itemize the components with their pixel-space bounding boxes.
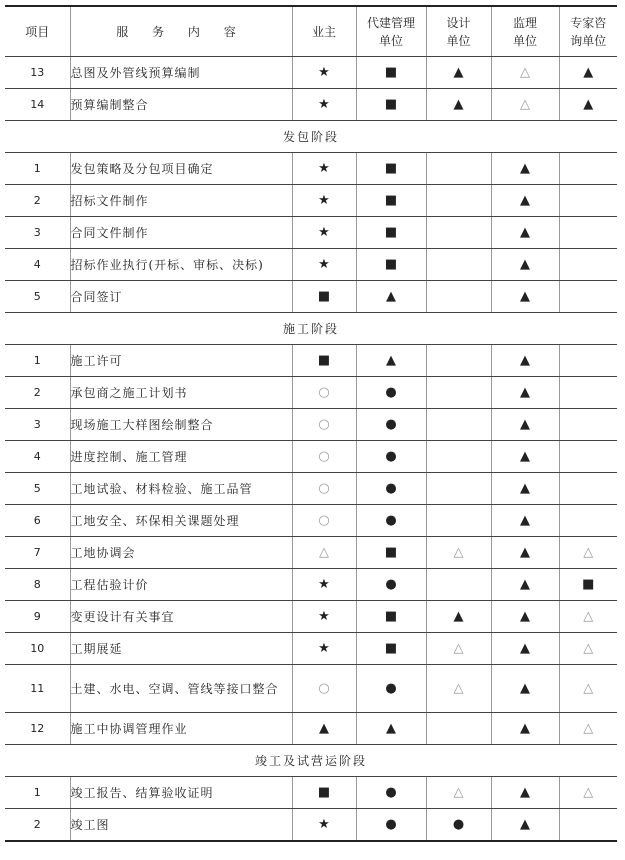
- design-responsibility: ▲: [426, 601, 491, 633]
- item-number: 5: [5, 473, 70, 505]
- table-row: [5, 633, 617, 665]
- service-content: 工程估验计价: [70, 569, 292, 601]
- agent-responsibility: ▲: [356, 281, 426, 313]
- expert-responsibility: △: [559, 537, 617, 569]
- item-number: 11: [5, 665, 70, 713]
- supervisor-responsibility: ▲: [491, 713, 559, 745]
- agent-responsibility: ■: [356, 57, 426, 89]
- table-row: [5, 601, 617, 633]
- design-responsibility: [426, 345, 491, 377]
- table-row: [5, 249, 617, 281]
- header-design: [426, 6, 491, 57]
- design-responsibility: [426, 569, 491, 601]
- header-expert-line2: 询单位: [570, 33, 607, 48]
- expert-responsibility: [559, 441, 617, 473]
- supervisor-responsibility: ▲: [491, 281, 559, 313]
- agent-responsibility: ■: [356, 89, 426, 121]
- owner-responsibility: ▲: [292, 713, 356, 745]
- supervisor-responsibility: ▲: [491, 777, 559, 809]
- item-number: 3: [5, 409, 70, 441]
- item-number: 5: [5, 281, 70, 313]
- design-responsibility: [426, 713, 491, 745]
- owner-responsibility: ★: [292, 601, 356, 633]
- supervisor-responsibility: ▲: [491, 153, 559, 185]
- service-content: 施工许可: [70, 345, 292, 377]
- agent-responsibility: ●: [356, 809, 426, 842]
- table-row: [5, 409, 617, 441]
- header-supervisor: [491, 6, 559, 57]
- agent-responsibility: ●: [356, 505, 426, 537]
- item-number: 2: [5, 377, 70, 409]
- service-content: 工期展延: [70, 633, 292, 665]
- header-design-line1: 设计: [446, 15, 471, 30]
- item-number: 1: [5, 777, 70, 809]
- item-number: 4: [5, 441, 70, 473]
- service-content: 合同签订: [70, 281, 292, 313]
- owner-responsibility: ★: [292, 57, 356, 89]
- header-design-line2: 单位: [446, 33, 471, 48]
- table-row: [5, 89, 617, 121]
- owner-responsibility: ★: [292, 89, 356, 121]
- agent-responsibility: ●: [356, 473, 426, 505]
- expert-responsibility: △: [559, 777, 617, 809]
- agent-responsibility: ■: [356, 153, 426, 185]
- table-row: [5, 377, 617, 409]
- expert-responsibility: △: [559, 665, 617, 713]
- item-number: 14: [5, 89, 70, 121]
- item-number: 9: [5, 601, 70, 633]
- design-responsibility: △: [426, 665, 491, 713]
- item-number: 1: [5, 345, 70, 377]
- service-content: 发包策略及分包项目确定: [70, 153, 292, 185]
- header-agent-line2: 单位: [378, 33, 403, 48]
- expert-responsibility: [559, 377, 617, 409]
- owner-responsibility: ○: [292, 377, 356, 409]
- item-number: 7: [5, 537, 70, 569]
- table-row: [5, 57, 617, 89]
- service-content: 招标作业执行(开标、审标、决标): [70, 249, 292, 281]
- agent-responsibility: ■: [356, 633, 426, 665]
- service-content: 土建、水电、空调、管线等接口整合: [70, 665, 292, 713]
- table-body: [5, 57, 617, 842]
- design-responsibility: [426, 409, 491, 441]
- expert-responsibility: [559, 185, 617, 217]
- expert-responsibility: ▲: [559, 89, 617, 121]
- expert-responsibility: [559, 281, 617, 313]
- header-agent-line1: 代建管理: [366, 15, 415, 30]
- supervisor-responsibility: ▲: [491, 441, 559, 473]
- supervisor-responsibility: ▲: [491, 809, 559, 842]
- service-content: 工地协调会: [70, 537, 292, 569]
- item-number: 6: [5, 505, 70, 537]
- item-number: 13: [5, 57, 70, 89]
- owner-responsibility: ★: [292, 249, 356, 281]
- table-row: [5, 537, 617, 569]
- table-row: [5, 217, 617, 249]
- supervisor-responsibility: ▲: [491, 409, 559, 441]
- owner-responsibility: △: [292, 537, 356, 569]
- design-responsibility: [426, 281, 491, 313]
- design-responsibility: ▲: [426, 89, 491, 121]
- agent-responsibility: ▲: [356, 345, 426, 377]
- item-number: 1: [5, 153, 70, 185]
- item-number: 12: [5, 713, 70, 745]
- expert-responsibility: △: [559, 633, 617, 665]
- responsibility-table: [5, 5, 617, 842]
- owner-responsibility: ■: [292, 345, 356, 377]
- item-number: 8: [5, 569, 70, 601]
- supervisor-responsibility: ▲: [491, 345, 559, 377]
- design-responsibility: [426, 185, 491, 217]
- service-content: 竣工图: [70, 809, 292, 842]
- expert-responsibility: [559, 217, 617, 249]
- owner-responsibility: ★: [292, 153, 356, 185]
- supervisor-responsibility: ▲: [491, 249, 559, 281]
- supervisor-responsibility: ▲: [491, 537, 559, 569]
- agent-responsibility: ■: [356, 217, 426, 249]
- section-row: [5, 745, 617, 777]
- header-supervisor-line1: 监理: [512, 15, 537, 30]
- owner-responsibility: ○: [292, 665, 356, 713]
- design-responsibility: △: [426, 777, 491, 809]
- design-responsibility: △: [426, 633, 491, 665]
- section-title: 发包阶段: [5, 121, 617, 153]
- owner-responsibility: ★: [292, 809, 356, 842]
- expert-responsibility: [559, 473, 617, 505]
- owner-responsibility: ★: [292, 633, 356, 665]
- service-content: 工地安全、环保相关课题处理: [70, 505, 292, 537]
- service-content: 竣工报告、结算验收证明: [70, 777, 292, 809]
- owner-responsibility: ★: [292, 185, 356, 217]
- table-row: [5, 473, 617, 505]
- supervisor-responsibility: ▲: [491, 665, 559, 713]
- item-number: 2: [5, 185, 70, 217]
- table-row: [5, 185, 617, 217]
- item-number: 2: [5, 809, 70, 842]
- table-row: [5, 153, 617, 185]
- owner-responsibility: ★: [292, 569, 356, 601]
- header-item: 项目: [5, 6, 70, 57]
- item-number: 4: [5, 249, 70, 281]
- header-expert: [559, 6, 617, 57]
- service-content: 工地试验、材料检验、施工品管: [70, 473, 292, 505]
- owner-responsibility: ○: [292, 441, 356, 473]
- table-row: [5, 505, 617, 537]
- supervisor-responsibility: ▲: [491, 505, 559, 537]
- service-content: 承包商之施工计划书: [70, 377, 292, 409]
- section-title: 施工阶段: [5, 313, 617, 345]
- agent-responsibility: ■: [356, 185, 426, 217]
- agent-responsibility: ■: [356, 537, 426, 569]
- table-row: [5, 345, 617, 377]
- expert-responsibility: [559, 809, 617, 842]
- owner-responsibility: ■: [292, 777, 356, 809]
- design-responsibility: [426, 377, 491, 409]
- table-row: [5, 569, 617, 601]
- supervisor-responsibility: ▲: [491, 569, 559, 601]
- table-row: [5, 441, 617, 473]
- design-responsibility: [426, 473, 491, 505]
- service-content: 招标文件制作: [70, 185, 292, 217]
- supervisor-responsibility: ▲: [491, 377, 559, 409]
- expert-responsibility: ■: [559, 569, 617, 601]
- agent-responsibility: ■: [356, 601, 426, 633]
- design-responsibility: ●: [426, 809, 491, 842]
- expert-responsibility: ▲: [559, 57, 617, 89]
- agent-responsibility: ▲: [356, 713, 426, 745]
- agent-responsibility: ●: [356, 377, 426, 409]
- agent-responsibility: ●: [356, 777, 426, 809]
- table-row: [5, 665, 617, 713]
- supervisor-responsibility: △: [491, 89, 559, 121]
- design-responsibility: [426, 249, 491, 281]
- table-row: [5, 777, 617, 809]
- agent-responsibility: ●: [356, 441, 426, 473]
- design-responsibility: [426, 217, 491, 249]
- agent-responsibility: ●: [356, 665, 426, 713]
- design-responsibility: [426, 153, 491, 185]
- header-expert-line1: 专家咨: [570, 15, 607, 30]
- owner-responsibility: ○: [292, 505, 356, 537]
- service-content: 进度控制、施工管理: [70, 441, 292, 473]
- expert-responsibility: [559, 505, 617, 537]
- supervisor-responsibility: ▲: [491, 217, 559, 249]
- expert-responsibility: [559, 409, 617, 441]
- owner-responsibility: ○: [292, 409, 356, 441]
- owner-responsibility: ■: [292, 281, 356, 313]
- item-number: 10: [5, 633, 70, 665]
- design-responsibility: [426, 505, 491, 537]
- header-supervisor-line2: 单位: [512, 33, 537, 48]
- service-content: 预算编制整合: [70, 89, 292, 121]
- section-row: [5, 313, 617, 345]
- section-title: 竣工及试营运阶段: [5, 745, 617, 777]
- owner-responsibility: ★: [292, 217, 356, 249]
- table-header-row: [5, 6, 617, 57]
- item-number: 3: [5, 217, 70, 249]
- agent-responsibility: ■: [356, 249, 426, 281]
- agent-responsibility: ●: [356, 409, 426, 441]
- supervisor-responsibility: ▲: [491, 473, 559, 505]
- expert-responsibility: △: [559, 601, 617, 633]
- supervisor-responsibility: ▲: [491, 601, 559, 633]
- supervisor-responsibility: ▲: [491, 633, 559, 665]
- table-row: [5, 809, 617, 842]
- owner-responsibility: ○: [292, 473, 356, 505]
- header-agent: [356, 6, 426, 57]
- service-content: 总图及外管线预算编制: [70, 57, 292, 89]
- service-content: 现场施工大样图绘制整合: [70, 409, 292, 441]
- supervisor-responsibility: △: [491, 57, 559, 89]
- expert-responsibility: [559, 345, 617, 377]
- design-responsibility: ▲: [426, 57, 491, 89]
- service-content: 施工中协调管理作业: [70, 713, 292, 745]
- design-responsibility: [426, 441, 491, 473]
- design-responsibility: △: [426, 537, 491, 569]
- table-row: [5, 713, 617, 745]
- service-content: 合同文件制作: [70, 217, 292, 249]
- supervisor-responsibility: ▲: [491, 185, 559, 217]
- header-service: 服 务 内 容: [70, 6, 292, 57]
- expert-responsibility: △: [559, 713, 617, 745]
- table-row: [5, 281, 617, 313]
- agent-responsibility: ●: [356, 569, 426, 601]
- header-owner: 业主: [292, 6, 356, 57]
- expert-responsibility: [559, 153, 617, 185]
- service-content: 变更设计有关事宜: [70, 601, 292, 633]
- expert-responsibility: [559, 249, 617, 281]
- section-row: [5, 121, 617, 153]
